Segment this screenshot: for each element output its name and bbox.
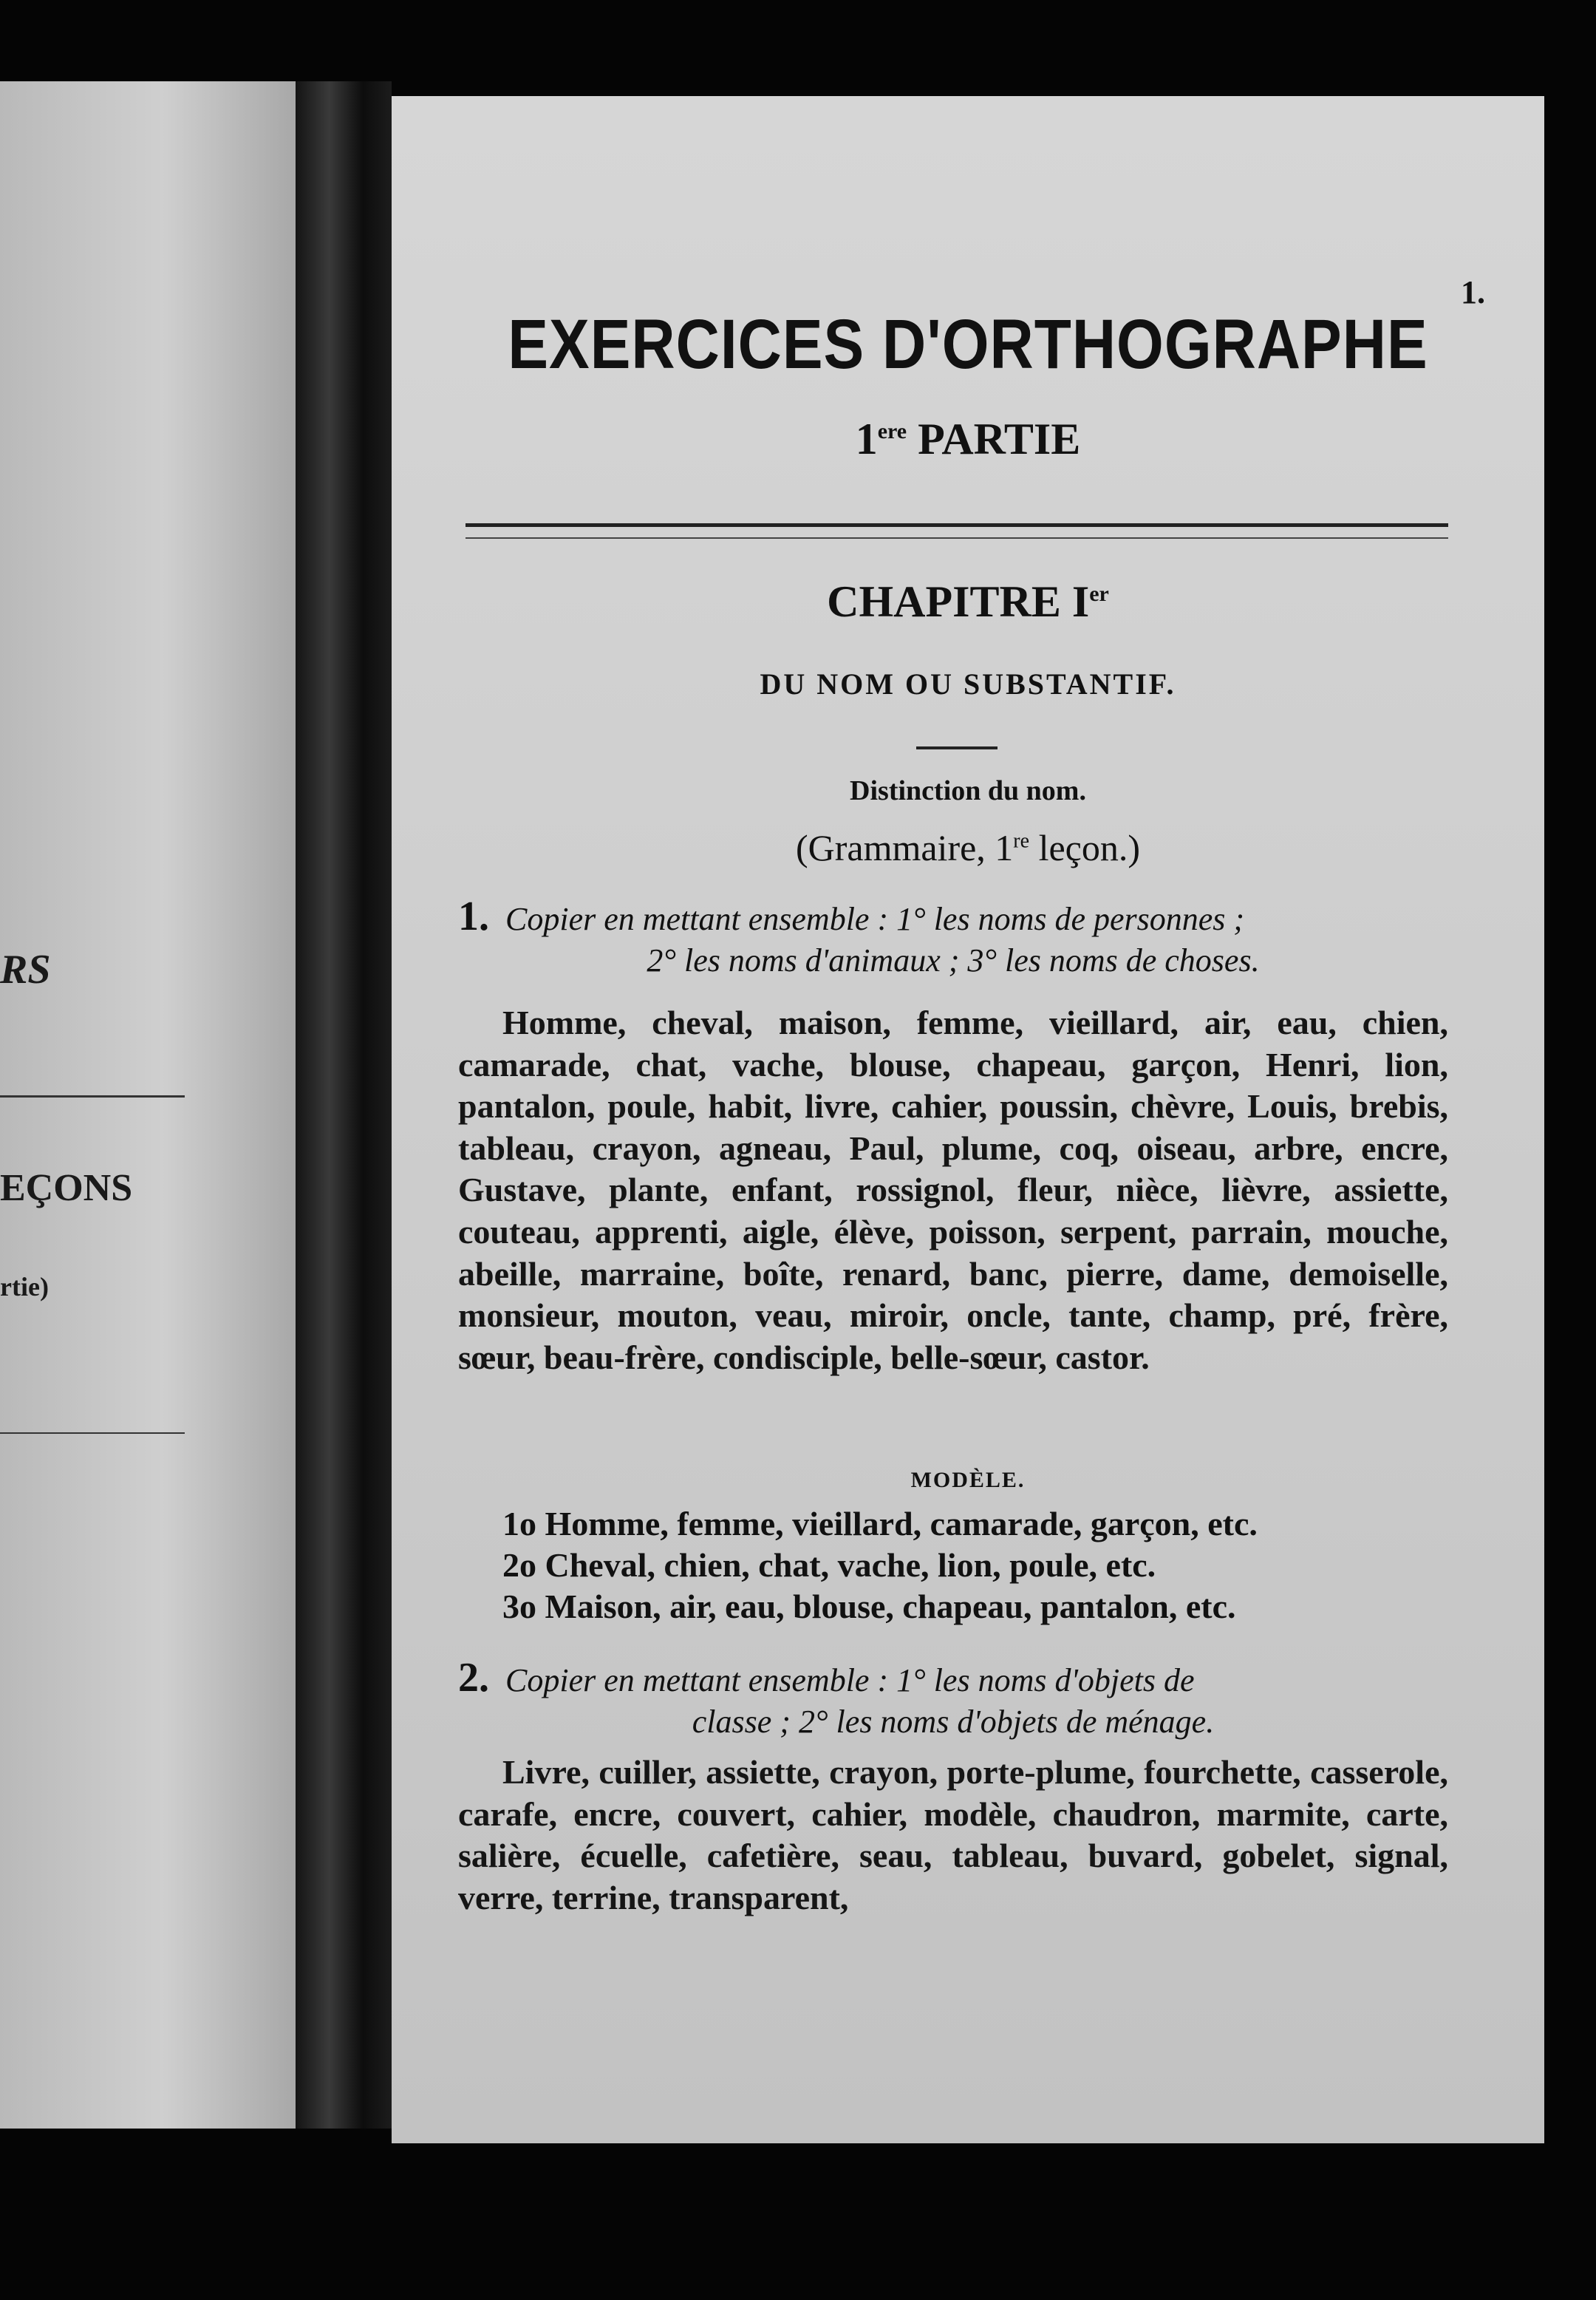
book-gutter: [296, 81, 392, 2129]
left-page: [0, 81, 296, 2129]
exercise-1-instruction-line-1: Copier en mettant ensemble : 1° les noms de personnes ;: [505, 901, 1245, 937]
model-line: 1o Homme, femme, vieillard, camarade, garçon, etc.: [502, 1505, 1258, 1542]
exercise-2-number: 2.: [458, 1655, 489, 1701]
grammar-reference: [392, 826, 1544, 869]
exercise-2-word-list: Livre, cuiller, assiette, crayon, porte-plume, fourchette, casserole, carafe, encre, couvert, cahier, modèle, chaudron, marmite, carte, salière, écuelle, cafetière, seau, tableau, buvard, gobelet, signal, verre, terrine, transparent,: [458, 1753, 1448, 1916]
grammar-reference-end: leçon.): [1029, 827, 1140, 868]
model-list: [502, 1503, 1448, 1627]
exercise-1-number: 1.: [458, 894, 489, 939]
exercise-2-instruction-line-1: Copier en mettant ensemble : 1° les noms d'objets de: [505, 1662, 1195, 1698]
book-page: [392, 96, 1544, 2143]
page-number: 1.: [1461, 274, 1485, 310]
short-rule: [916, 746, 998, 749]
part-word: PARTIE: [918, 415, 1081, 463]
left-page-rule: [0, 1095, 185, 1098]
chapter-title: CHAPITRE I: [827, 577, 1090, 626]
left-page-fragment-rs: RS: [0, 947, 51, 993]
part-number: 1: [855, 415, 878, 463]
section-title: Distinction du nom.: [850, 775, 1086, 806]
exercise-2-instruction-line-2: classe ; 2° les noms d'objets de ménage.: [692, 1704, 1215, 1740]
chapter-subtitle: DU NOM OU SUBSTANTIF.: [760, 667, 1176, 701]
double-rule: [466, 523, 1448, 539]
chapter-heading: [392, 576, 1544, 627]
part-heading: [392, 414, 1544, 465]
grammar-reference-suffix: re: [1013, 829, 1030, 853]
model-line: 2o Cheval, chien, chat, vache, lion, poule, etc.: [502, 1546, 1156, 1584]
book-title: EXERCICES D'ORTHOGRAPHE: [508, 306, 1428, 384]
exercise-1-instruction-line-2: 2° les noms d'animaux ; 3° les noms de choses.: [647, 942, 1260, 979]
model-label: MODÈLE.: [910, 1468, 1026, 1492]
part-number-suffix: ere: [877, 419, 907, 443]
chapter-suffix: er: [1089, 582, 1109, 606]
grammar-reference-start: (Grammaire, 1: [795, 827, 1014, 868]
model-line: 3o Maison, air, eau, blouse, chapeau, pantalon, etc.: [502, 1588, 1236, 1625]
left-page-fragment-rtie: rtie): [0, 1272, 49, 1302]
exercise-1-instructions: [458, 896, 1448, 981]
left-page-rule: [0, 1432, 185, 1434]
exercise-2-instructions: [458, 1657, 1448, 1743]
exercise-1-word-list: Homme, cheval, maison, femme, vieillard, air, eau, chien, camarade, chat, vache, blouse, chapeau, garçon, Henri, lion, pantalon, poule, habit, livre, cahier, poussin, chèvre, Louis, brebis, tableau, crayon, agneau, Paul, plume, coq, oiseau, arbre, encre, Gustave, plante, enfant, rossignol, fleur, nièce, lièvre, assiette, couteau, apprenti, aigle, élève, poisson, serpent, parrain, mouche, abeille, marraine, boîte, renard, banc, pierre, dame, demoiselle, monsieur, mouton, veau, miroir, oncle, tante, champ, pré, frère, sœur, beau-frère, condisciple, belle-sœur, castor.: [458, 1004, 1448, 1376]
left-page-fragment-econs: EÇONS: [0, 1167, 133, 1209]
